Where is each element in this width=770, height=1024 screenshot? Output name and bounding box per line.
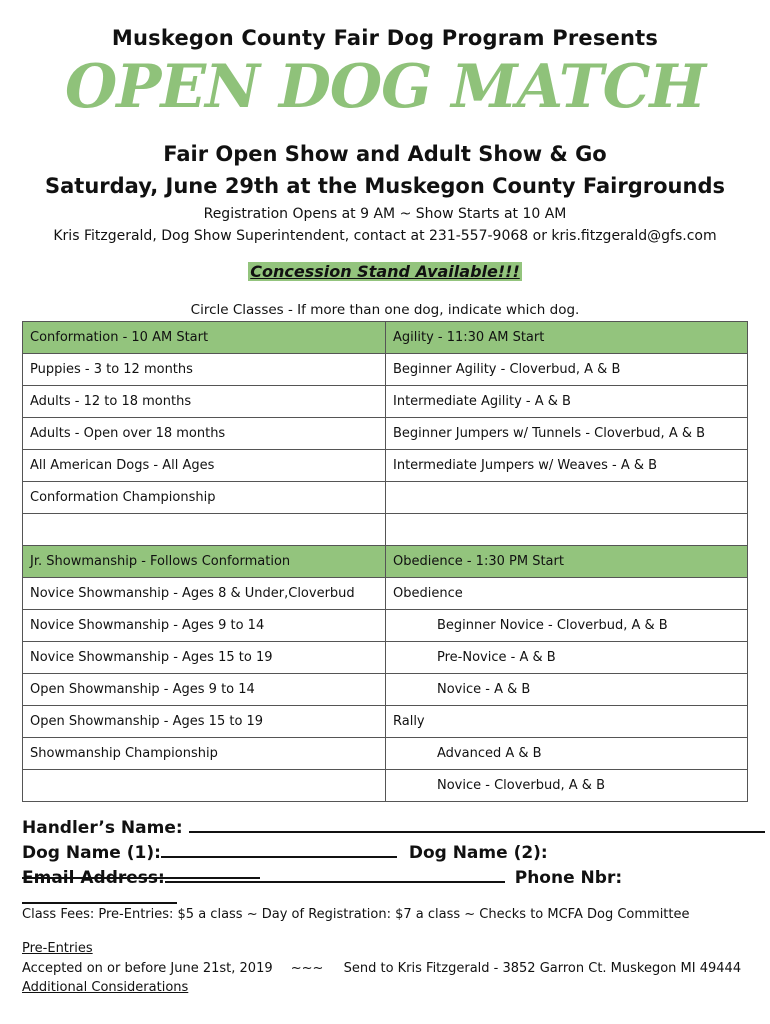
handler-row	[22, 817, 765, 838]
email-field[interactable]	[165, 867, 505, 883]
handler-name-field[interactable]	[189, 817, 765, 833]
class-cell[interactable]: Adults - Open over 18 months	[23, 418, 386, 450]
conformation-header: Conformation - 10 AM Start	[23, 322, 386, 354]
class-cell[interactable]: Pre-Novice - A & B	[386, 642, 748, 674]
pre-entries-heading: Pre-Entries	[22, 941, 93, 956]
accepted-date: Accepted on or before June 21st, 2019	[22, 961, 273, 976]
class-cell[interactable]: Open Showmanship - Ages 15 to 19	[23, 706, 386, 738]
class-cell[interactable]: Conformation Championship	[23, 482, 386, 514]
phone-field[interactable]	[22, 888, 177, 904]
table-row	[23, 770, 748, 802]
phone-label: Phone Nbr:	[514, 868, 623, 888]
table-row	[23, 642, 748, 674]
class-cell[interactable]: Beginner Agility - Cloverbud, A & B	[386, 354, 748, 386]
empty-cell	[386, 482, 748, 514]
table-header-row	[23, 546, 748, 578]
empty-cell	[23, 770, 386, 802]
class-cell[interactable]: Intermediate Agility - A & B	[386, 386, 748, 418]
classes-table	[22, 321, 748, 802]
agility-header: Agility - 11:30 AM Start	[386, 322, 748, 354]
event-title: OPEN DOG MATCH	[64, 52, 706, 122]
concession-notice	[0, 262, 770, 281]
table-row	[23, 578, 748, 610]
class-fees: Class Fees: Pre-Entries: $5 a class ~ Day of Registration: $7 a class ~ Checks to MCFA Dog Committee	[22, 907, 690, 922]
table-row	[23, 610, 748, 642]
additional-considerations: Additional Considerations	[22, 980, 189, 995]
class-cell[interactable]: Advanced A & B	[386, 738, 748, 770]
dog2-label: Dog Name (2):	[408, 843, 548, 863]
class-cell[interactable]: Obedience	[386, 578, 748, 610]
table-header-row	[23, 322, 748, 354]
empty-cell	[23, 514, 386, 546]
circle-classes-note: Circle Classes - If more than one dog, indicate which dog.	[190, 302, 580, 318]
class-cell[interactable]: Beginner Novice - Cloverbud, A & B	[386, 610, 748, 642]
dog1-label: Dog Name (1):	[22, 843, 161, 863]
showmanship-header: Jr. Showmanship - Follows Conformation	[23, 546, 386, 578]
class-cell[interactable]: Intermediate Jumpers w/ Weaves - A & B	[386, 450, 748, 482]
table-row	[23, 482, 748, 514]
class-cell[interactable]: Beginner Jumpers w/ Tunnels - Cloverbud, A & B	[386, 418, 748, 450]
event-subtitle: Fair Open Show and Adult Show & Go	[163, 142, 607, 166]
class-cell[interactable]: Novice - Cloverbud, A & B	[386, 770, 748, 802]
accepted-line	[22, 961, 741, 976]
table-row	[23, 418, 748, 450]
class-cell[interactable]: Novice Showmanship - Ages 8 & Under,Cloverbud	[23, 578, 386, 610]
class-cell[interactable]: Adults - 12 to 18 months	[23, 386, 386, 418]
table-row	[23, 674, 748, 706]
email-label: Email Address:	[22, 868, 165, 888]
class-cell[interactable]: Rally	[386, 706, 748, 738]
class-cell[interactable]: All American Dogs - All Ages	[23, 450, 386, 482]
event-date-location: Saturday, June 29th at the Muskegon County Fairgrounds	[45, 174, 725, 198]
empty-cell	[386, 514, 748, 546]
table-row	[23, 706, 748, 738]
concession-text: Concession Stand Available!!!	[250, 262, 520, 281]
class-cell[interactable]: Open Showmanship - Ages 9 to 14	[23, 674, 386, 706]
send-to-address: Send to Kris Fitzgerald - 3852 Garron Ct. Muskegon MI 49444	[343, 961, 742, 976]
table-row	[23, 450, 748, 482]
contact-info: Kris Fitzgerald, Dog Show Superintendent, contact at 231-557-9068 or kris.fitzgerald@gfs.com	[53, 228, 717, 244]
class-cell[interactable]: Novice Showmanship - Ages 15 to 19	[23, 642, 386, 674]
table-row	[23, 738, 748, 770]
presenter-heading: Muskegon County Fair Dog Program Presents	[111, 26, 659, 50]
handler-label: Handler’s Name:	[22, 818, 183, 838]
table-row	[23, 386, 748, 418]
table-row	[23, 514, 748, 546]
registration-times: Registration Opens at 9 AM ~ Show Starts at 10 AM	[203, 206, 567, 222]
class-cell[interactable]: Novice - A & B	[386, 674, 748, 706]
dog1-name-field[interactable]	[161, 842, 397, 858]
obedience-header: Obedience - 1:30 PM Start	[386, 546, 748, 578]
class-cell[interactable]: Puppies - 3 to 12 months	[23, 354, 386, 386]
class-cell[interactable]: Novice Showmanship - Ages 9 to 14	[23, 610, 386, 642]
table-row	[23, 354, 748, 386]
class-cell[interactable]: Showmanship Championship	[23, 738, 386, 770]
separator: ~~~	[290, 961, 324, 976]
email-phone-row	[22, 867, 770, 909]
